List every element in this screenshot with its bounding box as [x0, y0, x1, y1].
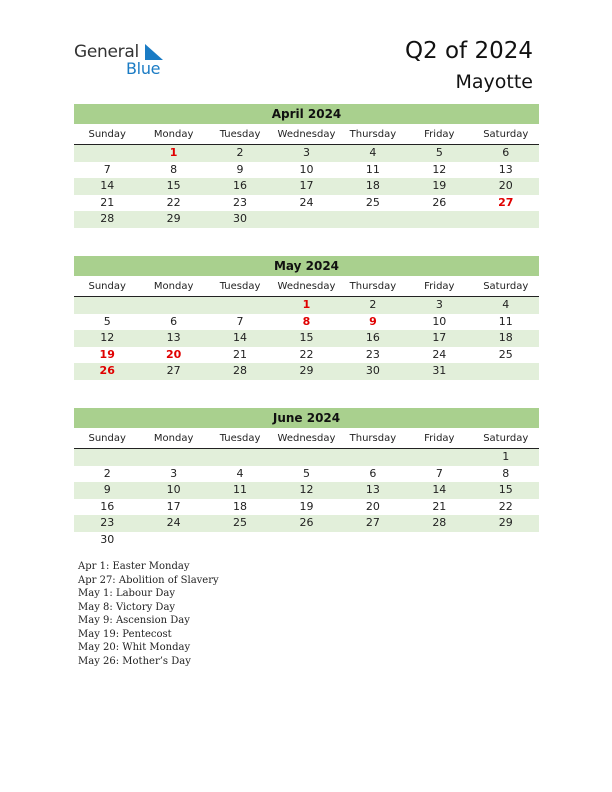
weekday-label: Tuesday	[219, 281, 261, 292]
day-cell: 4	[369, 146, 377, 159]
day-cell: 31	[432, 364, 447, 378]
day-cell: 17	[432, 331, 447, 345]
day-cell	[340, 211, 406, 228]
day-cell: 3	[170, 466, 178, 480]
day-cell: 21	[432, 499, 447, 513]
holiday-note: Apr 1: Easter Monday	[78, 561, 190, 572]
day-cell: 11	[365, 162, 380, 176]
weekday-label: Monday	[153, 281, 194, 292]
day-cell: 28	[432, 516, 447, 530]
day-cell	[406, 211, 472, 228]
day-cell: 12	[432, 162, 447, 176]
day-cell: 14	[432, 483, 447, 497]
week-row	[74, 532, 539, 549]
day-cell: 4	[502, 298, 510, 311]
day-cell: 6	[369, 466, 377, 480]
weekday-row	[74, 430, 539, 449]
weekday-label: Sunday	[88, 129, 126, 140]
day-cell: 16	[100, 499, 115, 513]
logo-text-general: General	[74, 42, 139, 62]
month-weeks	[74, 449, 539, 549]
day-cell: 26	[299, 516, 314, 530]
day-cell: 23	[100, 516, 115, 530]
day-cell	[273, 211, 339, 228]
weekday-label: Saturday	[483, 129, 529, 140]
day-cell	[473, 532, 539, 549]
day-cell: 21	[233, 347, 248, 361]
day-cell: 2	[236, 146, 244, 159]
day-cell: 20	[365, 499, 380, 513]
day-cell: 19	[432, 179, 447, 193]
day-cell: 10	[299, 162, 314, 176]
week-row	[74, 347, 539, 364]
weekday-label: Sunday	[88, 281, 126, 292]
week-row	[74, 449, 539, 466]
day-cell: 20	[165, 347, 182, 361]
weekday-label: Saturday	[483, 281, 529, 292]
holiday-notes	[78, 560, 219, 668]
day-cell: 22	[299, 347, 314, 361]
day-cell: 1	[502, 450, 510, 463]
day-cell: 17	[166, 499, 181, 513]
day-cell	[207, 449, 273, 466]
day-cell	[406, 532, 472, 549]
day-cell: 5	[302, 466, 310, 480]
week-row	[74, 211, 539, 228]
day-cell: 7	[435, 466, 443, 480]
week-row	[74, 330, 539, 347]
weekday-label: Wednesday	[277, 433, 336, 444]
week-row	[74, 178, 539, 195]
day-cell: 24	[299, 195, 314, 209]
day-cell: 18	[498, 331, 513, 345]
page-subtitle: Mayotte	[455, 71, 533, 93]
day-cell	[273, 449, 339, 466]
day-cell: 13	[498, 162, 513, 176]
holiday-note: May 19: Pentecost	[78, 628, 172, 640]
day-cell: 6	[170, 314, 178, 328]
day-cell: 30	[365, 364, 380, 378]
day-cell: 16	[365, 331, 380, 345]
weekday-label: Sunday	[88, 433, 126, 444]
day-cell: 9	[103, 483, 111, 497]
day-cell: 29	[166, 212, 181, 226]
weekday-label: Thursday	[349, 281, 397, 292]
day-cell: 17	[299, 179, 314, 193]
day-cell: 8	[170, 162, 178, 176]
day-cell: 7	[103, 162, 111, 176]
day-cell: 2	[103, 466, 111, 480]
day-cell: 16	[233, 179, 248, 193]
weekday-label: Thursday	[349, 129, 397, 140]
weekday-label: Tuesday	[219, 129, 261, 140]
day-cell: 18	[233, 499, 248, 513]
month-weeks	[74, 145, 539, 228]
month-april	[74, 104, 539, 228]
day-cell: 28	[233, 364, 248, 378]
day-cell: 23	[233, 195, 248, 209]
day-cell	[140, 532, 206, 549]
day-cell: 19	[299, 499, 314, 513]
day-cell: 13	[365, 483, 380, 497]
day-cell: 7	[236, 314, 244, 328]
holiday-note: May 26: Mother’s Day	[78, 655, 191, 667]
month-june	[74, 408, 539, 549]
day-cell	[207, 532, 273, 549]
day-cell	[207, 297, 273, 314]
day-cell: 27	[498, 195, 514, 209]
weekday-row	[74, 126, 539, 145]
day-cell: 8	[302, 314, 311, 328]
weekday-label: Saturday	[483, 433, 529, 444]
weekday-label: Friday	[424, 281, 455, 292]
day-cell: 29	[498, 516, 513, 530]
month-may	[74, 256, 539, 380]
day-cell: 8	[502, 466, 510, 480]
weekday-label: Monday	[153, 433, 194, 444]
day-cell: 18	[365, 179, 380, 193]
month-header: May 2024	[74, 256, 539, 276]
day-cell	[340, 532, 406, 549]
day-cell: 25	[365, 195, 380, 209]
day-cell: 28	[100, 212, 115, 226]
day-cell: 22	[498, 499, 513, 513]
day-cell: 3	[435, 298, 443, 311]
day-cell: 5	[435, 146, 443, 159]
day-cell: 9	[369, 314, 377, 328]
day-cell: 3	[302, 146, 310, 159]
day-cell: 25	[233, 516, 248, 530]
day-cell: 15	[166, 179, 181, 193]
week-row	[74, 297, 539, 314]
page-title: Q2 of 2024	[404, 38, 533, 64]
day-cell: 27	[365, 516, 380, 530]
day-cell: 11	[498, 314, 513, 328]
day-cell: 11	[233, 483, 248, 497]
month-weeks	[74, 297, 539, 380]
day-cell: 10	[166, 483, 181, 497]
weekday-label: Tuesday	[219, 433, 261, 444]
holiday-note: May 1: Labour Day	[78, 588, 175, 599]
day-cell: 26	[99, 364, 115, 378]
day-cell	[74, 145, 140, 162]
day-cell	[74, 297, 140, 314]
day-cell: 13	[166, 331, 181, 345]
day-cell	[340, 449, 406, 466]
holiday-note: May 9: Ascension Day	[78, 615, 190, 626]
day-cell: 1	[302, 298, 311, 311]
logo-text-blue: Blue	[126, 59, 161, 78]
day-cell: 6	[502, 146, 510, 159]
day-cell: 15	[299, 331, 314, 345]
week-row	[74, 499, 539, 516]
day-cell: 27	[166, 364, 181, 378]
day-cell: 9	[236, 162, 244, 176]
day-cell	[140, 297, 206, 314]
day-cell: 19	[99, 347, 115, 361]
holiday-note: May 20: Whit Monday	[78, 642, 191, 653]
weekday-label: Friday	[424, 433, 455, 444]
week-row	[74, 195, 539, 212]
day-cell: 30	[233, 212, 248, 226]
day-cell	[473, 211, 539, 228]
week-row	[74, 145, 539, 162]
day-cell: 10	[432, 314, 447, 328]
day-cell	[473, 363, 539, 380]
weekday-row	[74, 278, 539, 297]
month-header: April 2024	[74, 104, 539, 124]
weekday-label: Friday	[424, 129, 455, 140]
holiday-note: Apr 27: Abolition of Slavery	[78, 574, 219, 586]
month-header: June 2024	[74, 408, 539, 428]
day-cell: 24	[432, 347, 447, 361]
day-cell: 4	[236, 466, 244, 480]
week-row	[74, 314, 539, 331]
day-cell: 22	[166, 195, 181, 209]
day-cell: 20	[498, 179, 513, 193]
week-row	[74, 363, 539, 380]
weekday-label: Wednesday	[277, 129, 336, 140]
day-cell: 2	[369, 298, 377, 311]
day-cell	[273, 532, 339, 549]
day-cell: 26	[432, 195, 447, 209]
day-cell: 29	[299, 364, 314, 378]
day-cell	[406, 449, 472, 466]
day-cell: 14	[233, 331, 248, 345]
week-row	[74, 466, 539, 483]
day-cell: 21	[100, 195, 115, 209]
day-cell: 1	[169, 146, 178, 159]
weekday-label: Thursday	[349, 433, 397, 444]
week-row	[74, 515, 539, 532]
day-cell: 24	[166, 516, 181, 530]
logo-triangle-icon	[141, 44, 163, 60]
day-cell: 14	[100, 179, 115, 193]
holiday-note: May 8: Victory Day	[78, 601, 176, 613]
generalblue-logo	[74, 42, 174, 82]
weekday-label: Wednesday	[277, 281, 336, 292]
day-cell: 12	[100, 331, 115, 345]
day-cell: 23	[365, 347, 380, 361]
day-cell	[74, 449, 140, 466]
weekday-label: Monday	[153, 129, 194, 140]
day-cell: 15	[498, 483, 513, 497]
day-cell: 30	[100, 532, 115, 546]
week-row	[74, 162, 539, 179]
day-cell: 12	[299, 483, 314, 497]
day-cell: 25	[498, 347, 513, 361]
week-row	[74, 482, 539, 499]
day-cell	[140, 449, 206, 466]
day-cell: 5	[103, 314, 111, 328]
